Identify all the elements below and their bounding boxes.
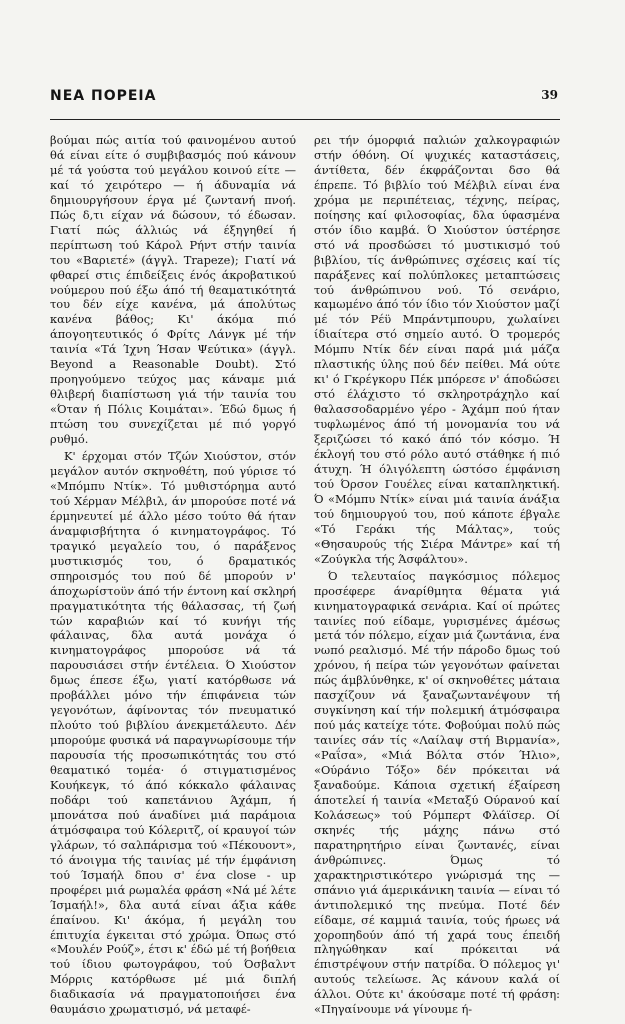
header-rule (50, 119, 560, 120)
left-column (50, 133, 296, 1017)
paragraph: Κ' έρχομαι στόν Τζών Χιούστον, στόν μεγάλον αυτόν σκηνοθέτη, πού γύρισε τό «Μπόμπυ Ντίκ». Τό μυθιστόρημα αυτό τού Χέρμαν Μέλβιλ, άν μπορούσε ποτέ νά έρμηνευτεί μέ άλλο μέσο τούτο θά ήταν άναμφισβήτητα ό κινηματογράφος. Τό τραγικό μεγαλείο του, ό παράξενος μυστικισμός του, ό δραματικός σπηροισμός του πού δέ μπορούν ν' άποχωρίστοϋν άπό τήν έντονη καί σκληρή πραγματικότητα τής θάλασσας, τή ζωή τών καραβιών καί τό κυνήγι τής φάλαινας, δλα αυτά μονάχα ό κινηματογράφος μπορούσε νά τά παρουσιάσει στήν έντέλεια. Ό Χιούστον δμως έπεσε έξω, γιατί κατόρθωσε νά προβάλλει μόνο τήν έπιφάνεια τών γεγονότων, άφίνοντας τόν πνευματικό πλούτο τού βιβλίου άνεκμετάλευτο. Δέν μπορούμε φυσικά νά παραγνωρίσουμε τήν παρουσία τής προσωπικότητάς του στό θεαματικό τομέα· ό στιγματισμένος Κουήκεγκ, τό άπό κόκκαλο φάλαινας ποδάρι τού καπετάνιου Άχάμπ, ή μπονάτσα πού άναδίνει μιά παράμοια άτμόσφαιρα τού Κόλεριτζ, οί κραυγοί τών γλάρων, τό σαλπάρισμα τού «Πέκουοντ», τό άνοιγμα τής ταινίας μέ τήν έμφάνιση τού Ίσμαήλ δπου σ' ένα close - up προφέρει μιά ρωμαλέα φράση «Νά μέ λέτε Ίσμαήλ!», δλα αυτά είναι άξια κάθε έπαίνου. Κι' άκόμα, ή μεγάλη του έπιτυχία έγκειται στό χρώμα. Όπως στό «Μουλέν Ρούζ», έτσι κ' έδώ μέ τή βοήθεια τού ίδιου φωτογράφου, τού Όσβαλντ Μόρρις κατόρθωσε μέ μιά διπλή διαδικασία νά πραγματοποιήσει ένα θαυμάσιο χρωματισμό, νά μεταφέ- (50, 449, 296, 1017)
paragraph: βούμαι πώς αιτία τού φαινομένου αυτού θά είναι είτε ό συμβιβασμός πού κάνουν μέ τά γούστα τού μεγάλου κοινού είτε — καί τό χειρότερο — ή άδυναμία νά δημιουργήσουν έργα μέ ζωντανή πνοή. Πώς δ,τι είχαν νά δώσουν, τό έδωσαν. Γιατί πώς άλλιώς νά έξηγηθεί ή περίπτωση τού Κάρολ Ρήντ στήν ταινία του «Βαριετέ» (άγγλ. Trapeze); Γιατί νά φθαρεί στις έπιδείξεις ένός άκροβατικού νούμερου πού έξω άπό τή θεαματικότητά του δέν είχε κανένα, μά άπολύτως κανένα βάθος; Κι' άκόμα πιό άπογοητευτικός ό Φρίτς Λάνγκ μέ τήν ταινία «Τά Ίχνη Ήσαν Ψεύτικα» (άγγλ. Beyond a Reasonable Doubt). Στό προηγούμενο τεύχος μας κάναμε μιά θλιβερή διαπίστωση γιά τήν ταινία του «Όταν ή Πόλις Κοιμάται». Έδώ δμως ή πτώση του συνεχίζεται μέ πιό γοργό ρυθμό. (50, 133, 296, 447)
page-number: 39 (541, 88, 558, 102)
paragraph: ρει τήν όμορφιά παλιών χαλκογραφιών στήν όθόνη. Οί ψυχικές καταστάσεις, άντίθετα, δέν έκφράζονται δσο θά έπρεπε. Τό βιβλίο τού Μέλβιλ είναι ένα χρόμα με περιπέτειας, τέχνης, πείρας, ποίησης καί φιλοσοφίας, δλα ύφασμένα στόν ίδιο καμβά. Ό Χιούστον ύστέρησε στό νά προσδώσει τό μυστικισμό τού βιβλίου, τίς άνθρώπινες σχέσεις καί τίς παράξενες καί πολύπλοκες μεταπτώσεις τού άνθρώπινου νού. Τό σενάριο, καμωμένο άπό τόν ίδιο τόν Χιούστον μαζί μέ τόν Ρέϋ Μπράντμπουρυ, χωλαίνει ίδιαίτερα στό σημείο αυτό. Ό τρομερός Μόμπυ Ντίκ δέν είναι παρά μιά μάζα πλαστικής ύλης πού δέν πείθει. Μά ούτε κι' ό Γκρέγκορυ Πέκ μπόρεσε ν' άποδώσει στό έλάχιστο τό σκληροτράχηλο καί θαλασσοδαρμένο γέρο - Άχάμπ πού ήταν τυφλωμένος άπό τή μονομανία του νά ξεριζώσει τό κακό άπό τόν κόσμο. Ή έκλογή του στό ρόλο αυτό στάθηκε ή πιό άτυχη. Ή όλιγόλεπτη ώστόσο έμφάνιση τού Όρσον Γουέλες είναι καταπληκτική. Ό «Μόμπυ Ντίκ» είναι μιά ταινία άνάξια τού δημιουργού του, πού κάποτε έβγαλε «Τό Γεράκι τής Μάλτας», τούς «Θησαυρούς τής Σιέρα Μάντρε» καί τή «Ζούγκλα τής Άσφάλτου». (314, 133, 560, 566)
page-header (50, 88, 558, 110)
paragraph: Ό τελευταίος παγκόσμιος πόλεμος προσέφερε άναρίθμητα θέματα γιά κινηματογραφικά σενάρια. Καί οί πρώτες ταινίες πού είδαμε, γυρισμένες άμέσως μετά τόν πόλεμο, είχαν μιά ζωντάνια, ένα νωπό ρεαλισμό. Μέ τήν πάροδο δμως τού χρόνου, ή πείρα τών γεγονότων φαίνεται πώς άμβλύνθηκε, κ' οί σκηνοθέτες μάταια πασχίζουν νά ξαναζωντανέψουν τή συγκίνηση καί τήν πολεμική άτμόσφαιρα πού μάς κατείχε τότε. Φοβούμαι πολύ πώς ταινίες σάν τίς «Λαίλαψ στή Βιρμανία», «Ραΐσα», «Μιά Βόλτα στόν Ήλιο», «Ούράνιο Τόξο» δέν πρόκειται νά ξαναδούμε. Κάποια σχετική έξαίρεση άποτελεί ή ταινία «Μεταξύ Ούρανού καί Κολάσεως» τού Ρόμπερτ Φλάϊσερ. Οί σκηνές τής μάχης πάνω στό παρατηρητήριο είναι ζωντανές, είναι άνθρώπινες. Όμως τό χαρακτηριστικότερο γνώρισμά της — σπάνιο γιά άμερικάνικη ταινία — είναι τό άντιπολεμικό της πνεύμα. Ποτέ δέν είδαμε, σέ καμμιά ταινία, τούς ήρωες νά χοροπηδούν άπό τή χαρά τους έπειδή πληγώθηκαν καί πρόκειται νά έπιστρέψουν στήν πατρίδα. Ό πόλεμος γι' αυτούς τελείωσε. Άς κάνουν καλά οί άλλοι. Ούτε κι' άκούσαμε ποτέ τή φράση: «Πηγαίνουμε νά γίνουμε ή- (314, 568, 560, 1017)
running-title: ΝΕΑ ΠΟΡΕΙΑ (50, 88, 157, 104)
right-column (314, 133, 560, 1017)
